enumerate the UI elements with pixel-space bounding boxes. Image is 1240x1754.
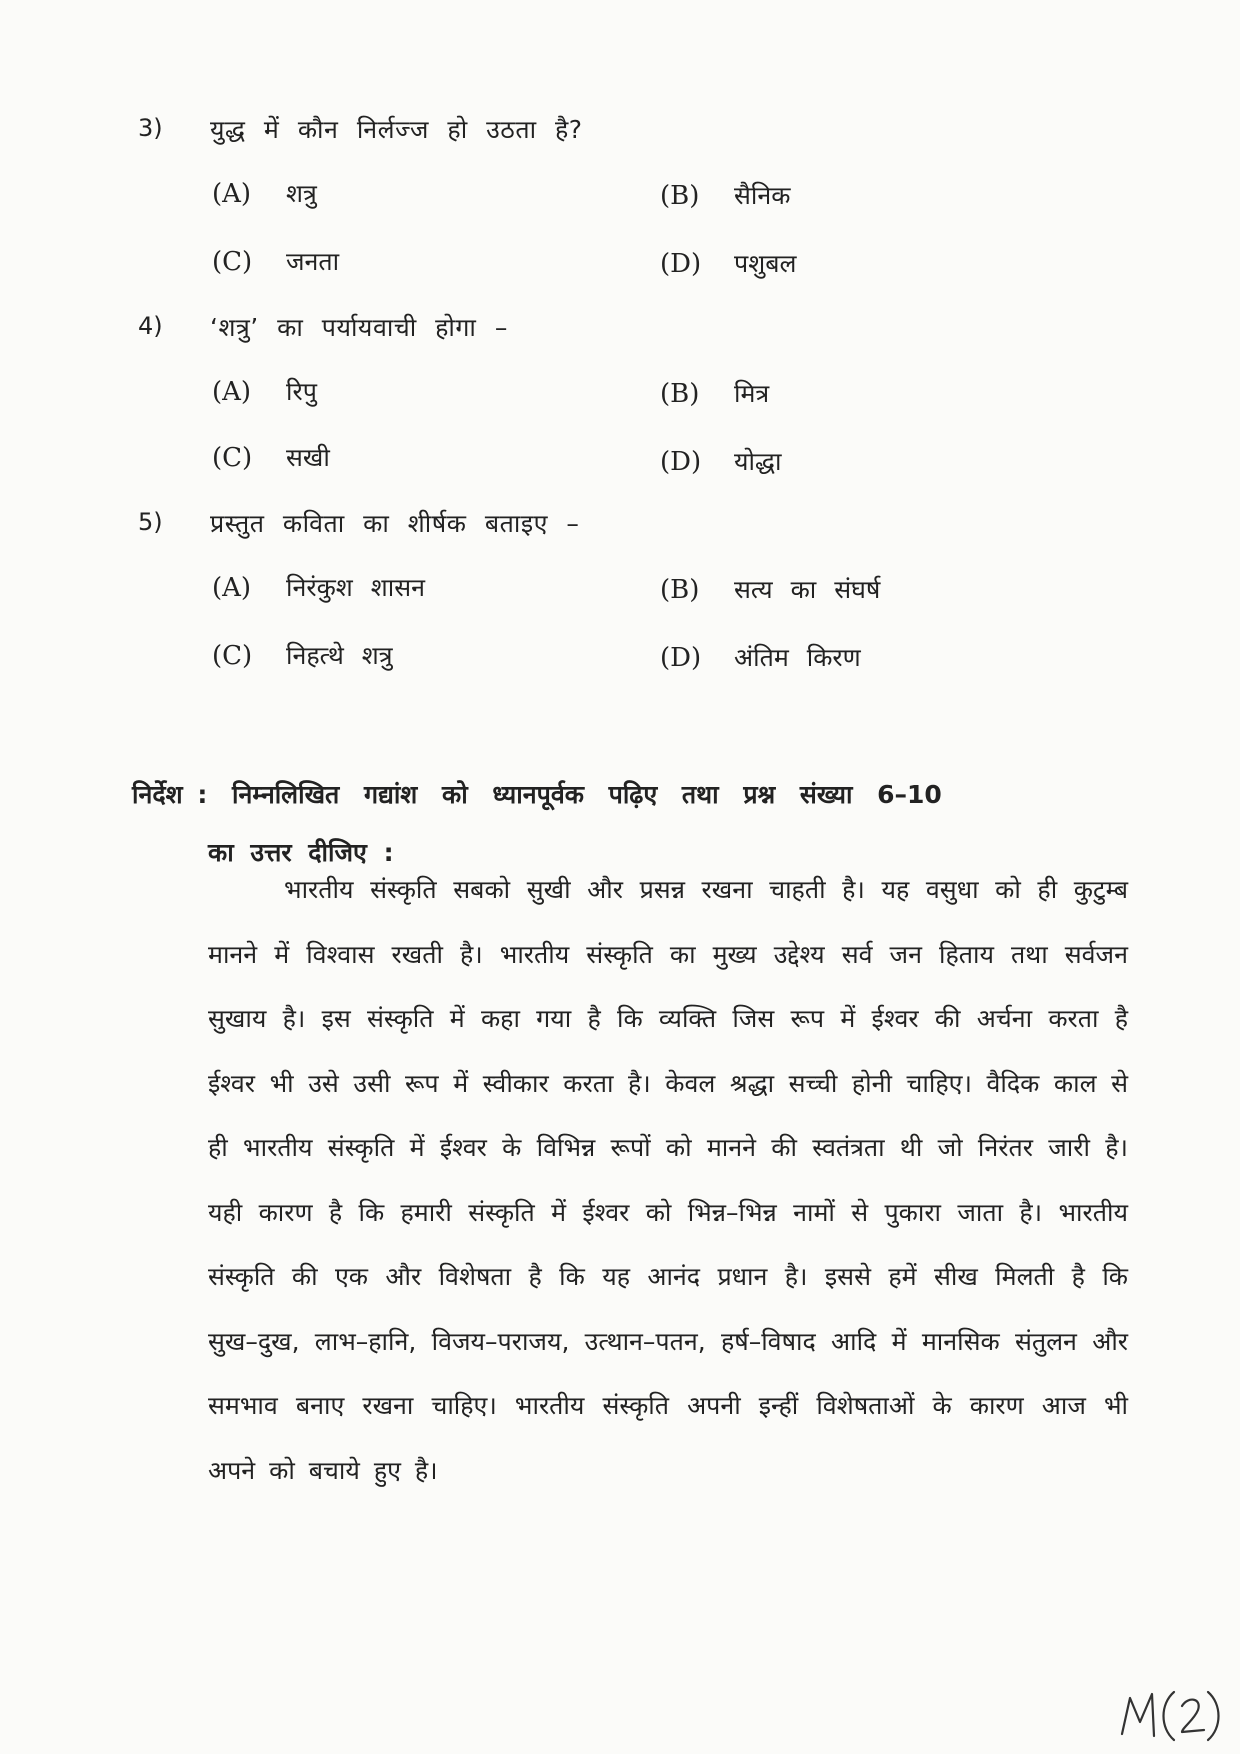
- option-label: (C): [212, 247, 253, 277]
- option-a: [212, 570, 425, 604]
- direction-label: निर्देश :: [132, 780, 208, 809]
- option-b: [660, 572, 880, 606]
- option-a: [212, 374, 317, 408]
- option-label: (A): [212, 573, 252, 603]
- handwritten-mark-signature: [1112, 1684, 1222, 1744]
- option-text: सैनिक: [734, 181, 791, 210]
- question-text: प्रस्तुत कविता का शीर्षक बताइए –: [210, 509, 580, 538]
- option-label: (D): [660, 447, 702, 477]
- option-text: मित्र: [734, 379, 770, 408]
- direction-line-2: का उत्तर दीजिए :: [208, 838, 394, 867]
- direction-line-1: [132, 766, 1132, 824]
- option-text: पशुबल: [734, 249, 797, 278]
- option-label: (C): [212, 443, 253, 473]
- question-text: ‘शत्रु’ का पर्यायवाची होगा –: [210, 313, 508, 342]
- option-c: [212, 440, 330, 474]
- option-text: अंतिम किरण: [734, 643, 861, 672]
- question-number: 3): [138, 114, 163, 142]
- option-text: सखी: [286, 443, 330, 472]
- option-a: [212, 176, 317, 210]
- option-d: [660, 246, 796, 280]
- option-label: (B): [660, 575, 700, 605]
- option-label: (A): [212, 377, 252, 407]
- option-d: [660, 640, 861, 674]
- option-text: सत्य का संघर्ष: [734, 575, 881, 604]
- option-b: [660, 376, 769, 410]
- option-label: (A): [212, 179, 252, 209]
- option-label: (C): [212, 641, 253, 671]
- option-label: (B): [660, 181, 700, 211]
- option-label: (B): [660, 379, 700, 409]
- option-d: [660, 444, 781, 478]
- option-label: (D): [660, 643, 702, 673]
- question-text: युद्ध में कौन निर्लज्ज हो उठता है?: [210, 115, 583, 144]
- option-b: [660, 178, 790, 212]
- option-c: [212, 244, 339, 278]
- option-label: (D): [660, 249, 702, 279]
- direction-text: निम्नलिखित गद्यांश को ध्यानपूर्वक पढ़िए तथा प्रश्न संख्या 6–10: [232, 780, 942, 809]
- option-text: रिपु: [286, 377, 317, 406]
- option-text: जनता: [286, 247, 340, 276]
- option-text: शत्रु: [286, 179, 317, 208]
- reading-passage: भारतीय संस्कृति सबको सुखी और प्रसन्न रखना चाहती है। यह वसुधा को ही कुटुम्ब मानने में विश्वास रखती है। भारतीय संस्कृति का मुख्य उद्देश्य सर्व जन हिताय तथा सर्वजन सुखाय है। इस संस्कृति में कहा गया है कि व्यक्ति जिस रूप में ईश्वर की अर्चना करता है ईश्वर भी उसे उसी रूप में स्वीकार करता है। केवल श्रद्धा सच्ची होनी चाहिए। वैदिक काल से ही भारतीय संस्कृति में ईश्वर के विभिन्न रूपों को मानने की स्वतंत्रता थी जो निरंतर जारी है। यही कारण है कि हमारी संस्कृति में ईश्वर को भिन्न–भिन्न नामों से पुकारा जाता है। भारतीय संस्कृति की एक और विशेषता है कि यह आनंद प्रधान है। इससे हमें सीख मिलती है कि सुख–दुख, लाभ–हानि, विजय–पराजय, उत्थान–पतन, हर्ष–विषाद आदि में मानसिक संतुलन और समभाव बनाए रखना चाहिए। भारतीय संस्कृति अपनी इन्हीं विशेषताओं के कारण आज भी अपने को बचाये हुए है।: [208, 875, 1128, 1485]
- option-text: निहत्थे शत्रु: [286, 641, 393, 670]
- option-c: [212, 638, 393, 672]
- question-number: 5): [138, 508, 163, 536]
- question-number: 4): [138, 312, 163, 340]
- option-text: योद्धा: [734, 447, 782, 476]
- option-text: निरंकुश शासन: [286, 573, 425, 602]
